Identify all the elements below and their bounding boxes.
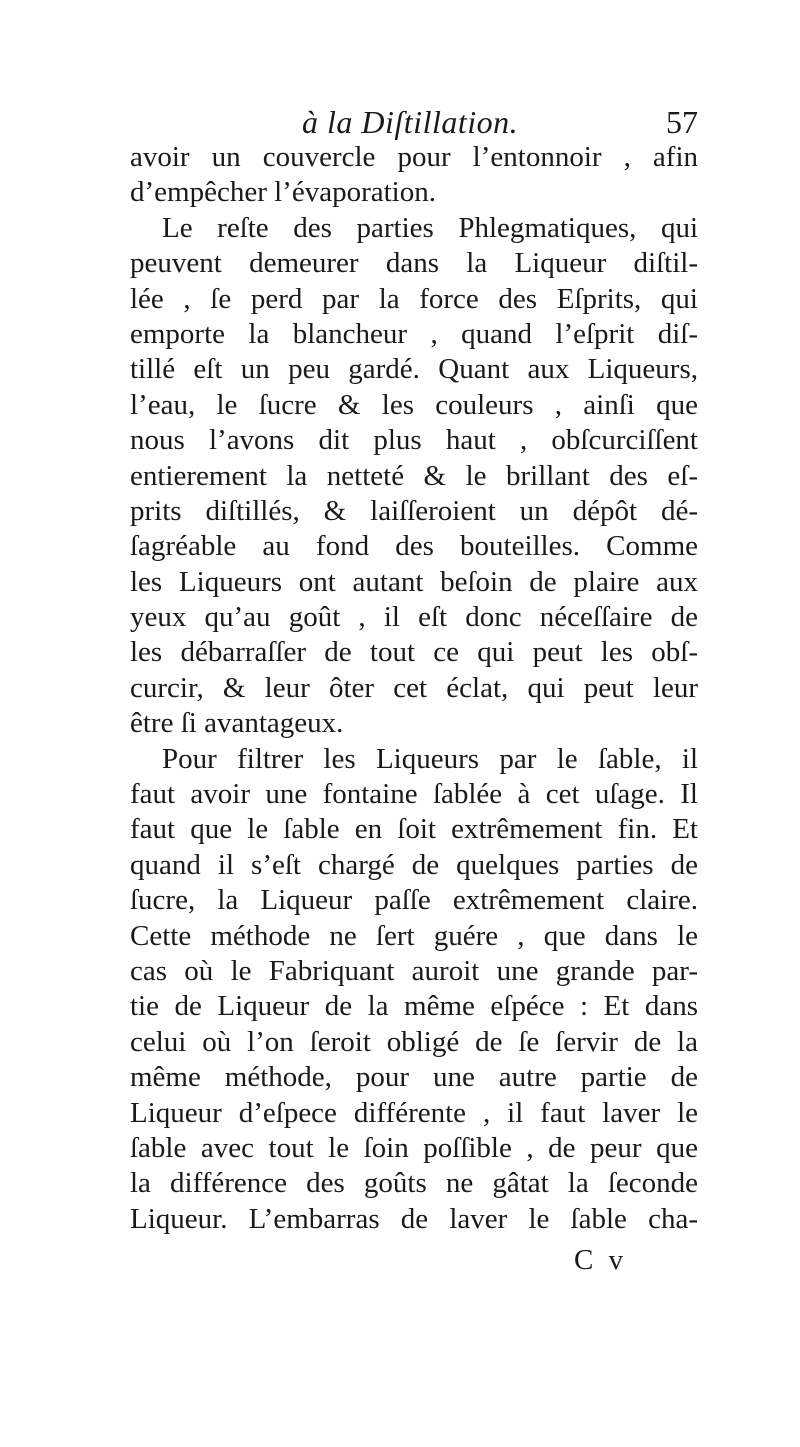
text-line: ſagréable au fond des bouteilles. Comme xyxy=(130,530,698,563)
text-line: emporte la blancheur , quand l’eſprit diſ- xyxy=(130,317,698,350)
text-line: curcir, & leur ôter cet éclat, qui peut leur xyxy=(130,671,698,704)
text-line: même méthode, pour une autre partie de xyxy=(130,1061,698,1094)
text-line: ſucre, la Liqueur paſſe extrêmement claire. xyxy=(130,884,698,917)
text-line: yeux qu’au goût , il eſt donc néceſſaire de xyxy=(130,601,698,634)
text-line: peuvent demeurer dans la Liqueur diſtil- xyxy=(130,247,698,280)
text-line: tie de Liqueur de la même eſpéce : Et dans xyxy=(130,990,698,1023)
text-line: avoir un couvercle pour l’entonnoir , afin xyxy=(130,141,698,173)
page-number: 57 xyxy=(666,104,698,140)
text-line: l’eau, le ſucre & les couleurs , ainſi que xyxy=(130,388,698,421)
body-text xyxy=(130,140,698,1237)
text-line: d’empêcher l’évaporation. xyxy=(130,176,436,209)
text-line: Pour filtrer les Liqueurs par le ſable, il xyxy=(162,742,698,775)
text-line: les Liqueurs ont autant beſoin de plaire aux xyxy=(130,565,698,598)
text-line: cas où le Fabriquant auroit une grande par- xyxy=(130,954,698,987)
text-line: nous l’avons dit plus haut , obſcurciſſent xyxy=(130,424,698,457)
text-line: être ſi avantageux. xyxy=(130,707,344,740)
text-line: Cette méthode ne ſert guére , que dans le xyxy=(130,919,698,952)
text-line: faut avoir une fontaine ſablée à cet uſage. Il xyxy=(130,778,698,811)
text-line: Liqueur. L’embarras de laver le ſable cha- xyxy=(130,1202,698,1235)
text-line: quand il s’eſt chargé de quelques parties de xyxy=(130,848,698,881)
text-line: tillé eſt un peu gardé. Quant aux Liqueurs, xyxy=(130,353,698,386)
text-line: ſable avec tout le ſoin poſſible , de peur que xyxy=(130,1131,698,1164)
text-line: lée , ſe perd par la force des Eſprits, qui xyxy=(130,282,698,315)
text-line: celui où l’on ſeroit obligé de ſe ſervir de la xyxy=(130,1025,698,1058)
text-line: la différence des goûts ne gâtat la ſeconde xyxy=(130,1167,698,1200)
text-line: prits diſtillés, & laiſſeroient un dépôt dé- xyxy=(130,494,698,527)
page-footer xyxy=(130,1244,698,1280)
signature-mark: C v xyxy=(574,1244,628,1276)
text-line: entierement la netteté & le brillant des eſ- xyxy=(130,459,698,492)
text-line: Le reſte des parties Phlegmatiques, qui xyxy=(162,211,698,244)
text-line: les débarraſſer de tout ce qui peut les obſ- xyxy=(130,636,698,669)
running-title: à la Diſtillation. xyxy=(302,104,519,140)
text-line: Liqueur d’eſpece différente , il faut laver le xyxy=(130,1096,698,1129)
page-header xyxy=(130,104,700,144)
text-line: faut que le ſable en ſoit extrêmement fin. Et xyxy=(130,813,698,846)
